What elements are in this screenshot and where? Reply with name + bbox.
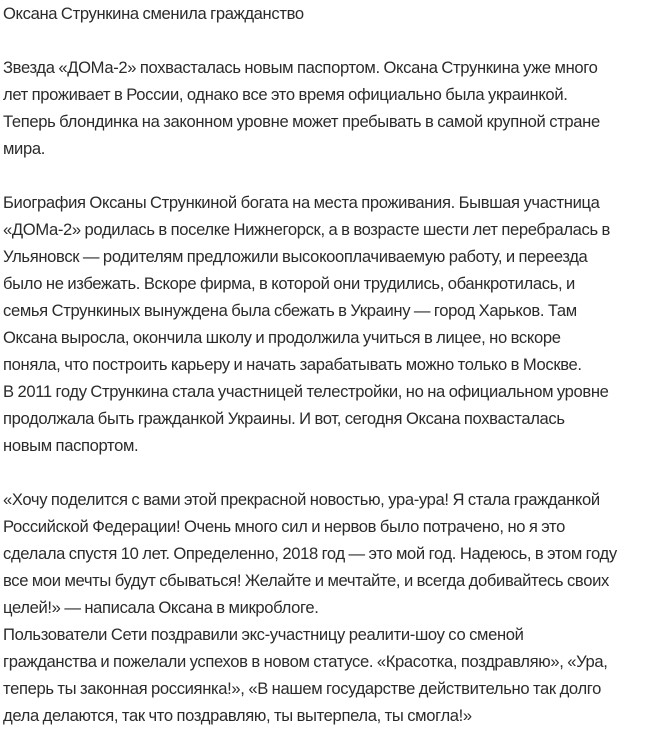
spacer: [3, 459, 666, 486]
text-line: Звезда «ДОМа-2» похвасталась новым паспортом. Оксана Стрункина уже много: [3, 58, 598, 77]
text-line: Биография Оксаны Стрункиной богата на места проживания. Бывшая участница: [3, 193, 600, 212]
text-line: все мои мечты будут сбываться! Желайте и мечтайте, и всегда добивайтесь своих: [3, 571, 609, 590]
text-line: лет проживает в России, однако все это время официально была украинкой.: [3, 85, 568, 104]
text-line: продолжала быть гражданкой Украины. И вот, сегодня Оксана похвасталась: [3, 409, 565, 428]
text-line: Российской Федерации! Очень много сил и нервов было потрачено, но я это: [3, 517, 565, 536]
text-line: Теперь блондинка на законном уровне может пребывать в самой крупной стране: [3, 112, 600, 131]
text-line: было не избежать. Вскоре фирма, в которой они трудились, обанкротилась, и: [3, 274, 575, 293]
text-line: семья Стрункиных вынуждена была сбежать в Украину — город Харьков. Там: [3, 301, 577, 320]
text-line: поняла, что построить карьеру и начать зарабатывать можно только в Москве.: [3, 355, 582, 374]
text-line: Оксана выросла, окончила школу и продолжила учиться в лицее, но вскоре: [3, 328, 561, 347]
paragraph-quote: [3, 486, 666, 729]
spacer: [3, 162, 666, 189]
text-line: В 2011 году Стрункина стала участницей телестройки, но на официальном уровне: [3, 382, 609, 401]
text-line: целей!» — написала Оксана в микроблоге.: [3, 598, 319, 617]
text-line: Ульяновск — родителям предложили высокооплачиваемую работу, и переезда: [3, 247, 588, 266]
text-line: Пользователи Сети поздравили экс-участницу реалити-шоу со сменой: [3, 625, 524, 644]
paragraph-biography: [3, 189, 666, 459]
paragraph-intro: [3, 54, 666, 162]
text-line: сделала спустя 10 лет. Определенно, 2018 год — это мой год. Надеюсь, в этом году: [3, 544, 617, 563]
article-title: Оксана Стрункина сменила гражданство: [3, 4, 304, 23]
text-line: «Хочу поделится с вами этой прекрасной новостью, ура-ура! Я стала гражданкой: [3, 490, 600, 509]
text-line: теперь ты законная россиянка!», «В нашем государстве действительно так долго: [3, 679, 601, 698]
text-line: дела делаются, так что поздравляю, ты вытерпела, ты смогла!»: [3, 706, 472, 725]
text-line: новым паспортом.: [3, 436, 139, 455]
spacer: [3, 27, 666, 54]
text-line: гражданства и пожелали успехов в новом статусе. «Красотка, поздравляю», «Ура,: [3, 652, 608, 671]
text-line: мира.: [3, 139, 45, 158]
text-line: «ДОМа-2» родилась в поселке Нижнегорск, а в возрасте шести лет перебралась в: [3, 220, 611, 239]
